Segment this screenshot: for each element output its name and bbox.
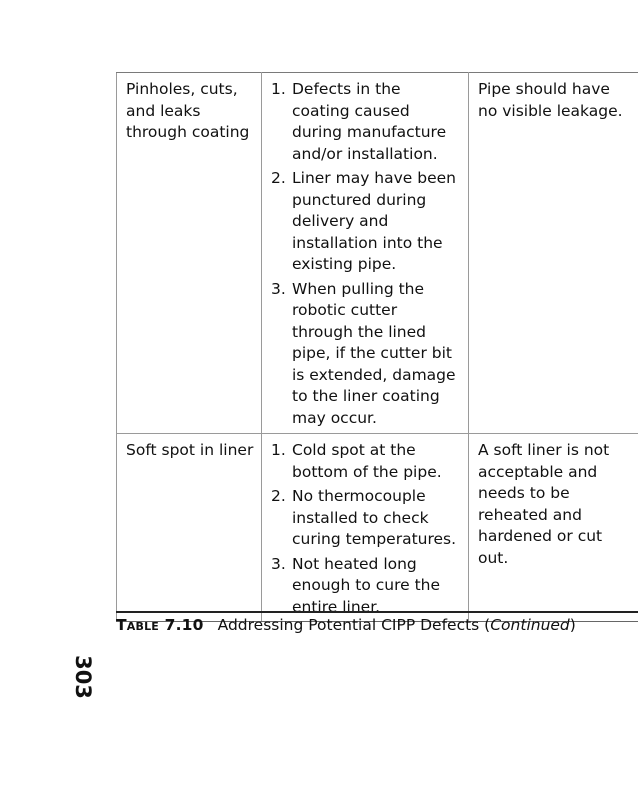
caption-close: ) — [569, 616, 576, 634]
list-text: Defects in the coating caused during manufacture and/or installation. — [292, 80, 447, 163]
list-number: 3. — [271, 554, 286, 573]
cipp-defects-table — [116, 72, 638, 622]
page-number: 303 — [71, 655, 95, 699]
caption-label: Table 7.10 — [116, 616, 204, 634]
list-number: 1. — [271, 80, 286, 98]
list-item — [271, 486, 462, 551]
list-item — [271, 79, 462, 165]
list-number: 2. — [271, 487, 286, 505]
list-item — [271, 440, 462, 483]
table-row — [117, 434, 638, 622]
list-item — [271, 554, 462, 619]
list-number: 3. — [271, 279, 286, 298]
list-text: Cold spot at the bottom of the pipe. — [292, 441, 442, 481]
list-text: When pulling the robotic cutter through the lined pipe, if the cutter bit is extended, damage to the liner coating may occur. — [292, 279, 456, 427]
action-cell: A soft liner is not acceptable and needs to be reheated and hardened or cut out. — [469, 434, 638, 622]
caption-continued: Continued — [490, 616, 570, 634]
list-number: 2. — [271, 169, 286, 187]
list-text: Liner may have been punctured during delivery and installation into the existing pipe. — [292, 169, 456, 273]
list-text: Not heated long enough to cure the entire liner. — [292, 554, 441, 616]
cause-cell — [262, 73, 469, 434]
cause-list — [271, 440, 462, 618]
cause-cell — [262, 434, 469, 622]
list-item — [271, 279, 462, 430]
list-text: No thermocouple installed to check curing temperatures. — [292, 487, 457, 548]
caption-rule — [116, 611, 638, 613]
caption-title: Addressing Potential CIPP Defects ( — [217, 616, 491, 634]
action-cell: Pipe should have no visible leakage. — [469, 73, 638, 434]
defect-cell: Soft spot in liner — [117, 434, 262, 622]
list-number: 1. — [271, 441, 286, 459]
list-item — [271, 168, 462, 276]
defect-cell: Pinholes, cuts, and leaks through coating — [117, 73, 262, 434]
table-row — [117, 73, 638, 434]
cause-list — [271, 79, 462, 429]
table-caption — [116, 615, 576, 635]
